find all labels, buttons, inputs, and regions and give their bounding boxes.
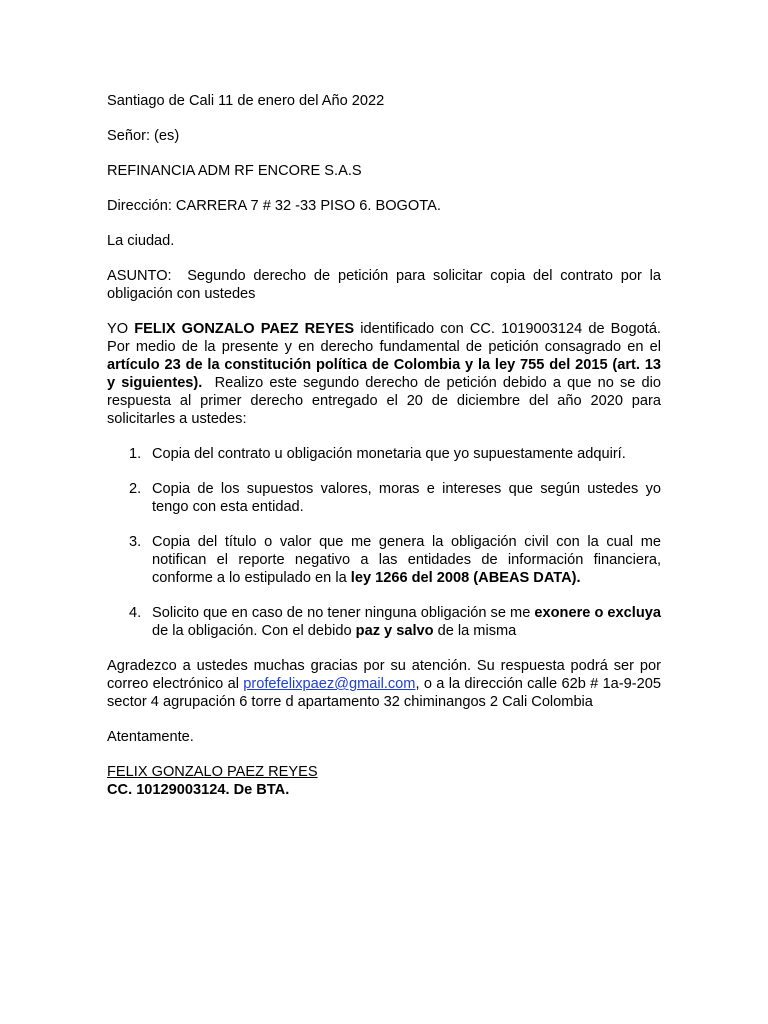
list-item-text: de la misma <box>437 623 517 639</box>
petitioner-name: FELIX GONZALO PAEZ REYES <box>134 321 355 337</box>
list-item-text: Copia del título o valor que me genera la obligación civil con la cual me notifican el reporte negativo a las entidades de información financiera, conforme a lo estipulado en la <box>152 534 661 586</box>
list-item <box>107 533 661 587</box>
body-paragraph <box>107 320 661 428</box>
list-item-text: Solicito que en caso de no tener ninguna obligación se me <box>152 605 531 621</box>
list-item <box>107 480 661 516</box>
list-item-text: Copia de los supuestos valores, moras e intereses que según ustedes yo tengo con esta entidad. <box>152 481 661 515</box>
list-item-text: de la obligación. Con el debido <box>152 623 352 639</box>
recipient: REFINANCIA ADM RF ENCORE S.A.S <box>107 163 362 179</box>
subject-label: ASUNTO: <box>107 268 172 284</box>
body-rest: Realizo este segundo derecho de petición debido a que no se dio respuesta al primer derecho entregado el 20 de diciembre del año 2020 para solicitarles a ustedes: <box>107 375 661 427</box>
recipient-address: Dirección: CARRERA 7 # 32 -33 PISO 6. BOGOTA. <box>107 198 441 214</box>
list-number: 1. <box>129 446 142 462</box>
email-link[interactable]: profefelixpaez@gmail.com <box>243 676 416 692</box>
requests-list <box>107 445 661 640</box>
law-reference: artículo 23 de la constitución política de Colombia y la ley 755 del 2015 (art. 13 y siguientes). <box>107 357 661 391</box>
closing-text: Agradezco a ustedes muchas gracias por su atención. Su respuesta podrá ser por correo electrónico al <box>107 658 661 692</box>
list-item <box>107 604 661 640</box>
place-date: Santiago de Cali 11 de enero del Año 2022 <box>107 93 385 109</box>
list-number: 3. <box>129 534 142 550</box>
list-item-bold: paz y salvo <box>355 623 434 639</box>
list-item-bold: exonere o excluya <box>534 605 661 621</box>
list-item <box>107 445 661 463</box>
list-number: 2. <box>129 481 142 497</box>
city-line: La ciudad. <box>107 233 175 249</box>
list-item-text: Copia del contrato u obligación monetaria que yo supuestamente adquirí. <box>152 446 626 462</box>
signature-id-text: CC. 10129003124. De BTA. <box>107 782 290 798</box>
sign-off: Atentamente. <box>107 729 194 745</box>
closing-paragraph <box>107 657 661 711</box>
closing-address: , o a la dirección calle 62b # 1a-9-205 sector 4 agrupación 6 torre d apartamento 32 chiminangos 2 Cali Colombia <box>107 676 661 710</box>
list-number: 4. <box>129 605 142 621</box>
body-ident: identificado con CC. 1019003124 de Bogotá. Por medio de la presente y en derecho fundamental de petición consagrado en el <box>107 321 661 355</box>
body-yo: YO <box>107 321 129 337</box>
signature-id <box>107 781 661 799</box>
subject-text: Segundo derecho de petición para solicitar copia del contrato por la obligación con ustedes <box>107 268 661 302</box>
signature-name: FELIX GONZALO PAEZ REYES <box>107 764 318 780</box>
list-item-bold: ley 1266 del 2008 (ABEAS DATA). <box>350 570 581 586</box>
salutation: Señor: (es) <box>107 128 180 144</box>
subject-line <box>107 267 661 303</box>
letter-page <box>107 92 661 799</box>
